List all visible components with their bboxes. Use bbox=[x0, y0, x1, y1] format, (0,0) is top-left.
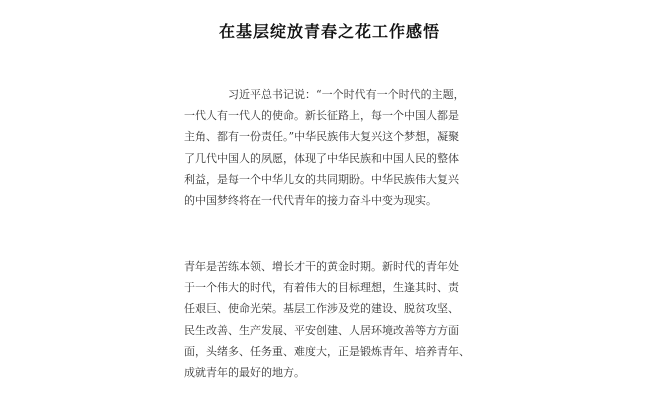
paragraph-line: 主角、都有一份责任。”中华民族伟大复兴这个梦想，凝聚 bbox=[184, 130, 460, 144]
paragraph-line: 成就青年的最好的地方。 bbox=[184, 365, 305, 379]
paragraph-1 bbox=[184, 84, 474, 211]
paragraph-2 bbox=[184, 256, 474, 383]
paragraph-line: 的中国梦终将在一代代青年的接力奋斗中变为现实。 bbox=[184, 193, 437, 207]
paragraph-line: 任艰巨、使命光荣。基层工作涉及党的建设、脱贫攻坚、 bbox=[184, 302, 459, 316]
paragraph-line: 面，头绪多、任务重、难度大，正是锻炼青年、培养青年、 bbox=[184, 344, 470, 358]
paragraph-line: 利益，是每一个中华儿女的共同期盼。中华民族伟大复兴 bbox=[184, 172, 459, 186]
paragraph-line: 一代人有一代人的使命。新长征路上，每一个中国人都是 bbox=[184, 109, 459, 123]
paragraph-line: 了几代中国人的夙愿，体现了中华民族和中国人民的整体 bbox=[184, 151, 459, 165]
paragraph-line: 民生改善、生产发展、平安创建、人居环境改善等方方面 bbox=[184, 323, 459, 337]
paragraph-line: 于一个伟大的时代，有着伟大的目标理想，生逢其时、责 bbox=[184, 281, 459, 295]
document-title: 在基层绽放青春之花工作感悟 bbox=[218, 22, 440, 41]
paragraph-line: 习近平总书记说：“一个时代有一个时代的主题， bbox=[228, 88, 465, 101]
paragraph-line: 青年是苦练本领、增长才干的黄金时期。新时代的青年处 bbox=[184, 260, 459, 273]
